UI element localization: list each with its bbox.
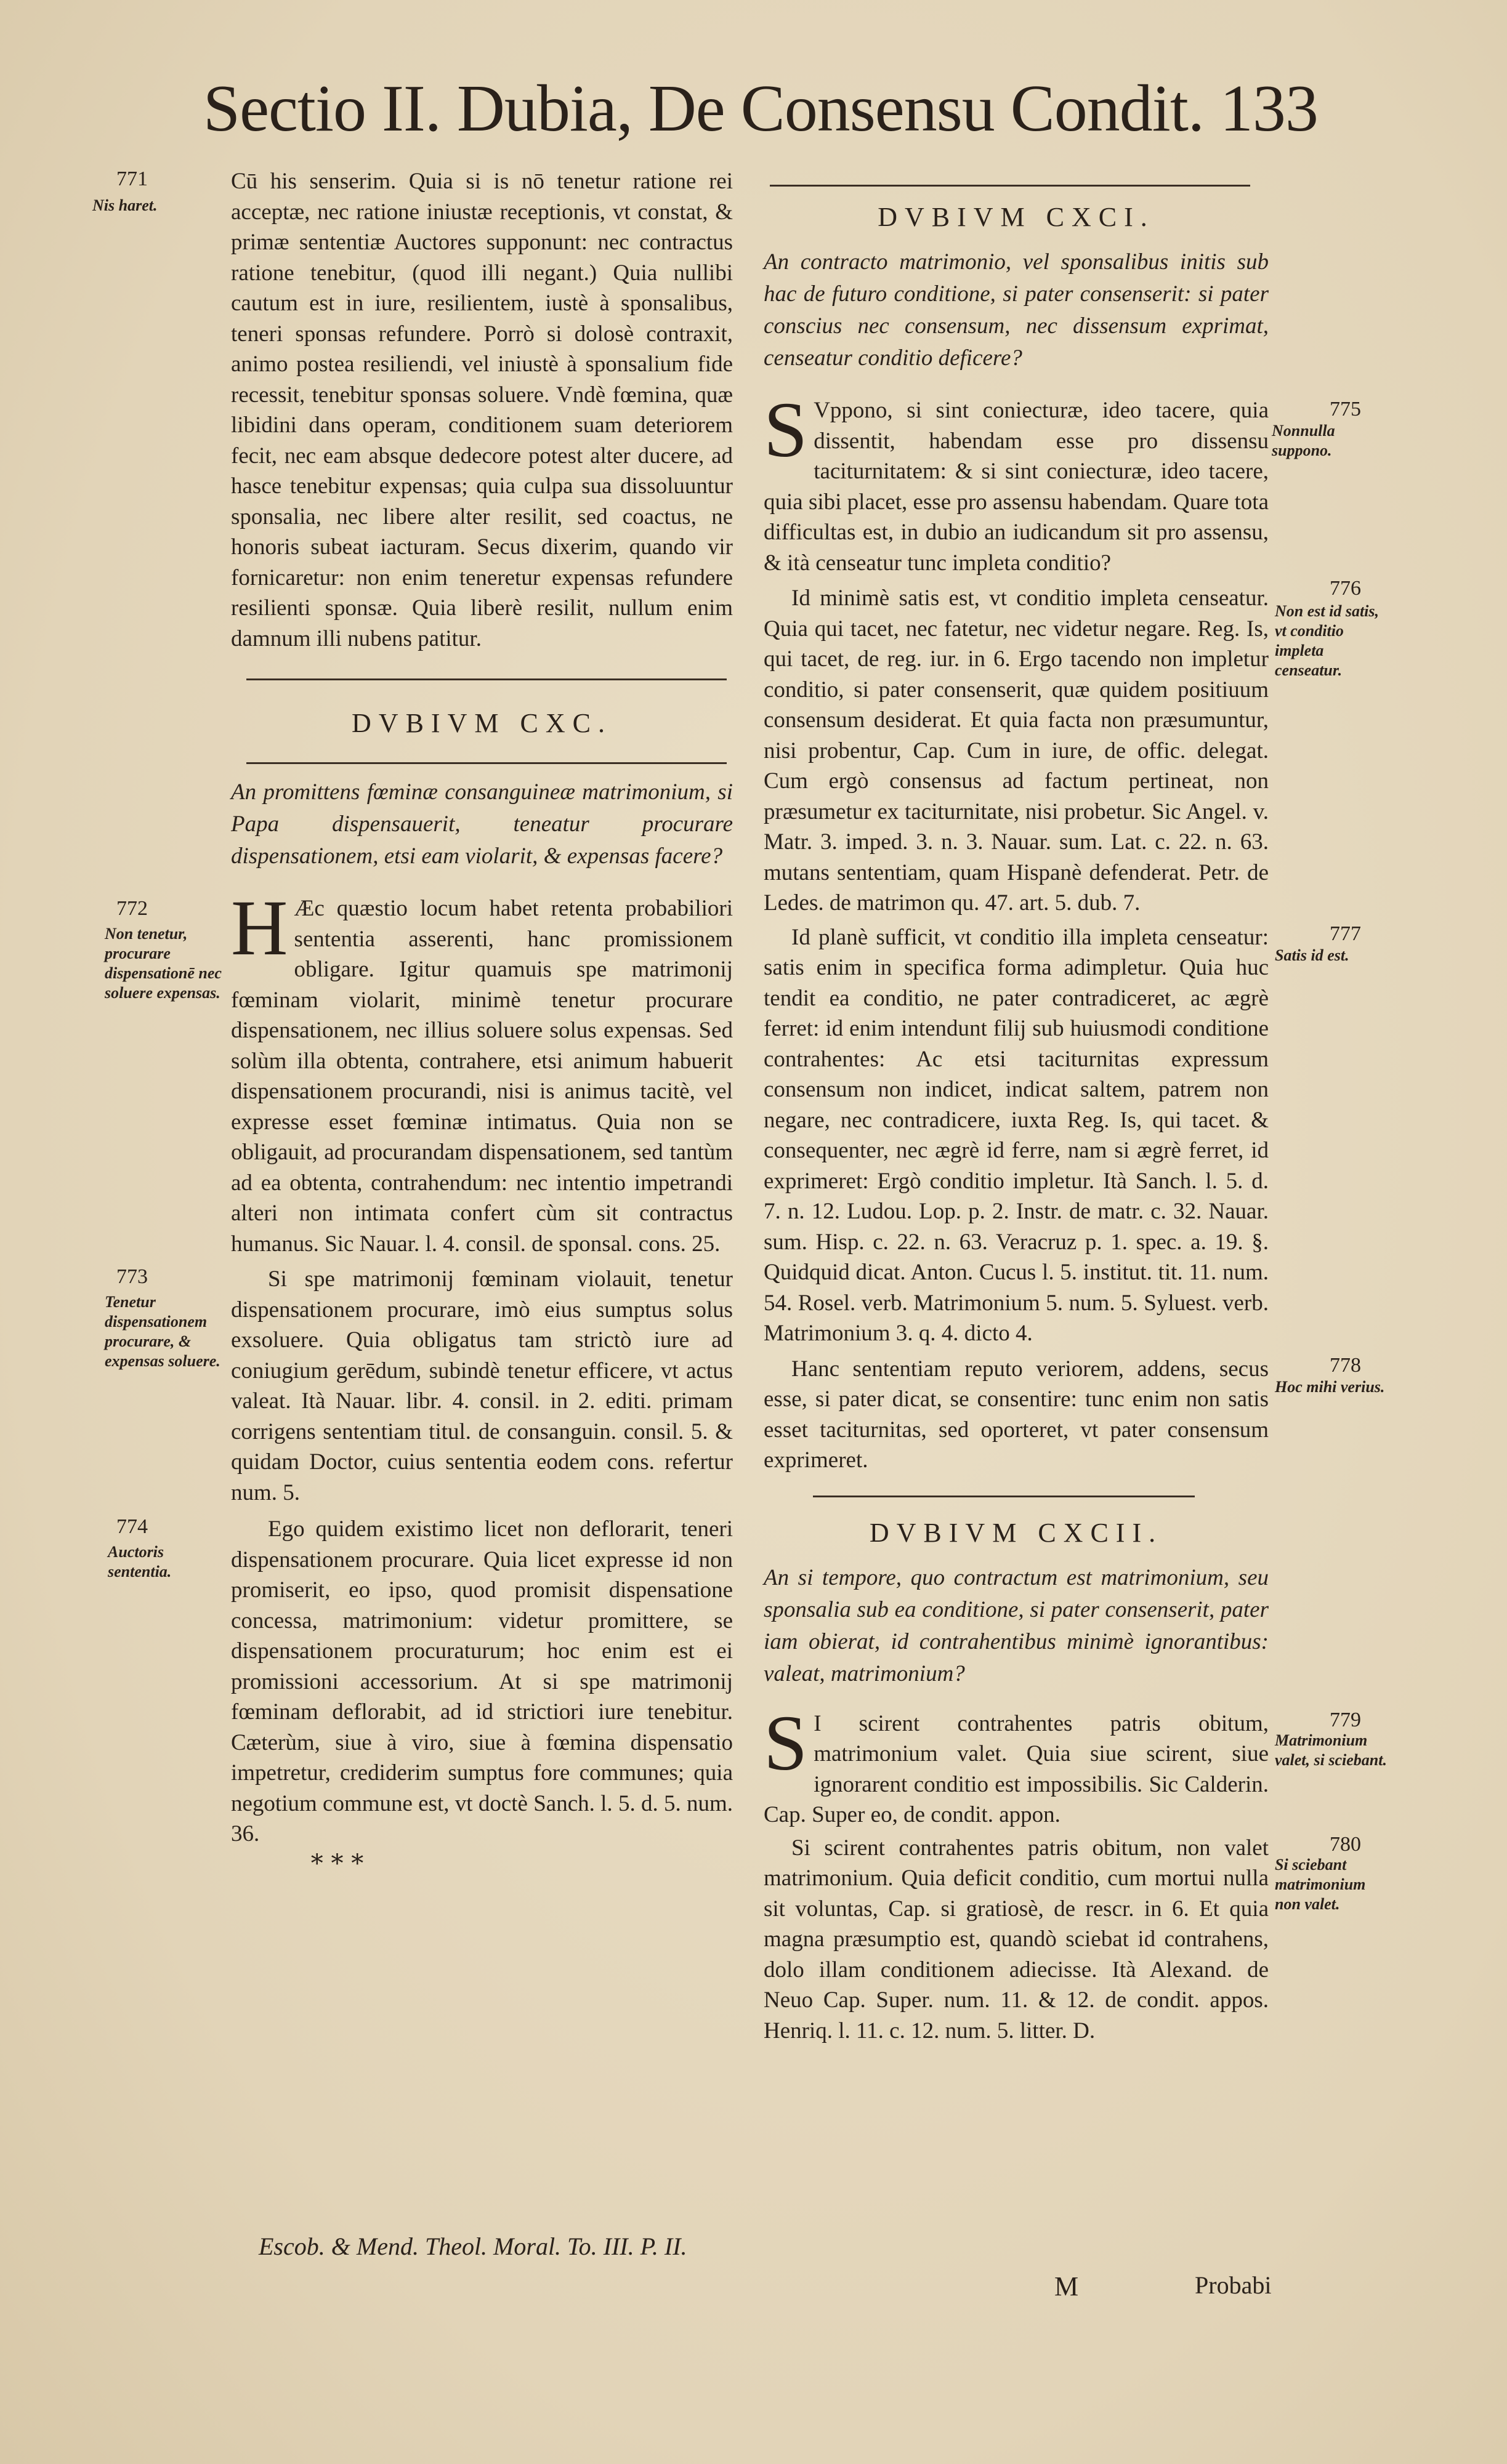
paragraph-776 (764, 577, 1392, 919)
margin-note: Matrimonium valet, si sciebant. (1275, 1731, 1387, 1769)
margin-number: 776 (1330, 577, 1361, 600)
paragraph-777 (764, 922, 1392, 1349)
paragraph-772 (86, 884, 733, 1259)
left-column (86, 166, 733, 1878)
divider (813, 1496, 1195, 1497)
paragraph-text: Hanc sententiam reputo veriorem, addens, secus esse, si pater dicat, se consentire: tunc enim non satis esset taciturnitas, sed oporteret, vt pater consensum exprimeret. (764, 1356, 1269, 1473)
section-heading: DVBIVM CXC. (352, 708, 612, 738)
margin-number: 773 (116, 1265, 148, 1288)
question-text: An si tempore, quo contractum est matrimonium, seu sponsalia sub ea conditione, si pater consenserit, pater iam obierat, id contrahentibus minimè ignorantibus: valeat, matrimonium? (764, 1564, 1269, 1686)
page-header: Sectio II. Dubia, De Consensu Condit. 133 (203, 72, 1318, 145)
drop-cap: S (764, 1699, 808, 1787)
paragraph-text (764, 1699, 1269, 1830)
paragraph-779 (764, 1699, 1392, 1830)
margin-number: 774 (116, 1515, 148, 1538)
margin-number: 778 (1330, 1353, 1361, 1377)
divider (246, 762, 727, 764)
paragraph-text: Si spe matrimonij fœminam violauit, tenetur dispensationem procurare, imò eius sumptus solus exsoluere. Quia obligatus tam strictò iure ad coniugium gerēdum, subindè tenetur efficere, vt actus valeat. Ità Nauar. libr. 4. consil. in 2. editi. primam corrigens sententiam titul. de consanguin. consil. 5. & quidam Doctor, cuius sententia eodem cons. refertur num. 5. (231, 1266, 733, 1505)
drop-cap: H (231, 884, 288, 972)
margin-note: Non tenetur, procurare dispensationē nec soluere expensas. (105, 925, 222, 1002)
drop-cap: S (764, 386, 808, 473)
margin-note: Satis id est. (1275, 946, 1349, 964)
paragraph-body: I scirent contrahentes patris obitum, matrimonium valet. Quia siue scirent, siue ignorarent conditio est impossibilis. Sic Calderin. Cap. Super eo, de condit. appon. (764, 1710, 1269, 1827)
ornament-stars: * * * (310, 1849, 364, 1878)
paragraph-body: Vppono, si sint coniecturæ, ideo tacere, quia dissentit, habendam esse pro dissensu taciturnitatem: & si sint coniecturæ, ideo tacere, quia sibi placet, esse pro assensu habendam. Quare tota difficultas est, in dubio an iudicandum sit pro assensu, & ità censeatur tunc impleta conditio? (764, 398, 1269, 576)
margin-note: Hoc mihi verius. (1275, 1377, 1385, 1396)
paragraph-text: Si scirent contrahentes patris obitum, non valet matrimonium. Quia deficit conditio, cum mortui nulla sit voluntas, Cap. si gratiosè, de rescr. in 6. Et quia magna præsumptio est, quandò sciebat id contrahens, dolo illam conditionem adiecisse. Ità Alexand. de Neuo Cap. Super. num. 11. & 12. de condit. appos. Henriq. l. 11. c. 12. num. 5. litter. D. (764, 1835, 1269, 2043)
signature-mark: M (1054, 2271, 1079, 2301)
question-text: An contracto matrimonio, vel sponsalibus initis sub hac de futuro conditione, si pater consenserit: si pater conscius nec consensum, nec dissensum exprimat, censeatur conditio deficere? (764, 249, 1269, 371)
paragraph-775 (764, 386, 1392, 578)
section-heading: DVBIVM CXCI. (878, 202, 1155, 232)
margin-note: Tenetur dispensationem procurare, & expensas soluere. (105, 1293, 220, 1370)
paragraph-text: Id planè sufficit, vt conditio illa impleta censeatur: satis enim in specifica forma adimpletur. Quia huc tendit ea conditio, ne pater contradiceret, ac ægrè ferret: id enim intendunt filij sub huiusmodi conditione contrahentes: Ac etsi taciturnitas expressum consensum non indicet, indicat saltem, patrem non negare, nec contradicere, iuxta Reg. Is, qui tacet. & consequenter, nec ægrè id ferre, nam si ægrè ferret, id exprimeret: Ergò conditio impletur. Ità Sanch. l. 5. d. 7. n. 12. Ludou. Lop. p. 2. Instr. de matr. c. 32. Nauar. sum. Hisp. c. 22. n. 63. Veracruz p. 1. spec. a. 19. §. Quidquid dicat. Anton. Cucus l. 5. institut. tit. 11. num. 54. Rosel. verb. Matrimonium 5. num. 5. Syluest. verb. Matrimonium 3. q. 4. dicto 4. (764, 924, 1269, 1346)
paragraph-774 (86, 1514, 733, 1850)
margin-note: Non est id satis, vt conditio impleta censeatur. (1275, 602, 1380, 679)
margin-note: Nonnulla suppono. (1272, 422, 1335, 459)
paragraph-text: Id minimè satis est, vt conditio impleta censeatur. Quia qui tacet, nec fatetur, nec videtur negare. Reg. Is, qui tacet, de reg. iur. in 6. Ergo tacendo non impletur conditio, si pater consenserit, quæ quidem positiuum consensum desiderat. Et quia facta non præsumuntur, nisi probentur, Cap. Cum in iure, de offic. delegat. Cum ergò consensus ad factum pertineat, non præsumetur ex taciturnitate, nisi probetur. Sic Angel. v. Matr. 3. imped. 3. n. 3. Nauar. sum. Lat. c. 22. n. 63. mutans sententiam, quam Hispanè defenderat. Petr. de Ledes. de matrimon qu. 47. art. 5. dub. 7. (764, 586, 1269, 916)
margin-number: 779 (1330, 1708, 1361, 1731)
margin-note: Nis haret. (92, 196, 158, 214)
paragraph-780 (764, 1833, 1392, 2047)
question-text: An promittens fœminæ consanguineæ matrimonium, si Papa dispensauerit, teneatur procurare dispensationem, etsi eam violarit, & expensas facere? (231, 779, 733, 869)
margin-number: 772 (116, 897, 148, 920)
margin-note: Auctoris sententia. (108, 1543, 172, 1580)
margin-number: 771 (116, 167, 148, 190)
section-heading: DVBIVM CXCII. (869, 1517, 1163, 1548)
margin-number: 777 (1330, 922, 1361, 945)
paragraph-773 (86, 1264, 733, 1508)
paragraph-body: Æc quæstio locum habet retenta probabiliori sententia asserenti, hanc promissionem obligare. Igitur quamuis spe matrimonij fœminam violarit, minimè tenetur procurare dispensationem, nec illius soluere solus expensas. Sed solùm illa obtenta, contrahere, etsi animum habuerit dispensationem procurandi, nisi is animus tacitè, vel expresse esset fœminæ intimatus. Quia non se obligauit, ad procurandam dispensationem, sed tantùm ad ea obtenta, contrahendum: nec intentio impetrandi alteri non intimata confert cùm sit contractus humanus. Sic Nauar. l. 4. consil. de sponsal. cons. 25. (231, 896, 733, 1257)
paragraph-text (764, 386, 1269, 578)
divider (246, 678, 727, 680)
divider (770, 185, 1250, 187)
margin-number: 775 (1330, 398, 1361, 421)
paragraph-text: Cū his senserim. Quia si is nō tenetur ratione rei acceptæ, nec ratione iniustæ receptionis, vt constat, & primæ sententiæ Auctores supponunt: nec contractus ratione tenebitur, (quod illi negant.) Quia nullibi cautum est in iure, resilientem, iustè à sponsalibus, teneri sponsas refundere. Porrò si dolosè contraxit, animo postea resiliendi, vel iniustè à sponsalium fide recessit, tenebitur sponsas soluere. Vndè fœmina, quæ libidini dans operam, conditionem suam deteriorem fecit, nec eam absque dedecore potest alter ducere, ad hasce tenebitur expensas; quia culpa sua dissoluuntur sponsalia, nec libere alter resilit, sed coactus, ne honoris subeat iacturam. Secus dixerim, quando vir fornicaretur: non enim teneretur expensas refundere resilienti sponsæ. Quia liberè resilit, nullum enim damnum illi nubens patitur. (231, 169, 733, 651)
paragraph-778 (764, 1354, 1392, 1476)
paragraph-text: Ego quidem existimo licet non deflorarit, teneri dispensationem procurare. Quia licet expresse id non promiserit, eo ipso, quod promisit dispensatione concessa, matrimonium: videtur promittere, se dispensationem procuraturum; hoc enim est ei promissioni accessorium. At si spe matrimonij fœminam deflorabit, ad id strictiori iure tenebitur. Cæterùm, siue à viro, siue à fœmina dispensatio impetretur, crediderim sumptus fore communes; quia negotium commune est, vt doctè Sanch. l. 5. d. 5. num. 36. (231, 1516, 733, 1846)
running-footer: Escob. & Mend. Theol. Moral. To. III. P. II. (259, 2232, 687, 2260)
margin-note: Si sciebant matrimonium non valet. (1275, 1855, 1366, 1913)
paragraph-771 (86, 166, 733, 654)
paragraph-text (231, 884, 733, 1259)
catchword: Probabi (1195, 2271, 1272, 2299)
margin-number: 780 (1330, 1832, 1361, 1856)
right-column (764, 166, 1392, 2046)
